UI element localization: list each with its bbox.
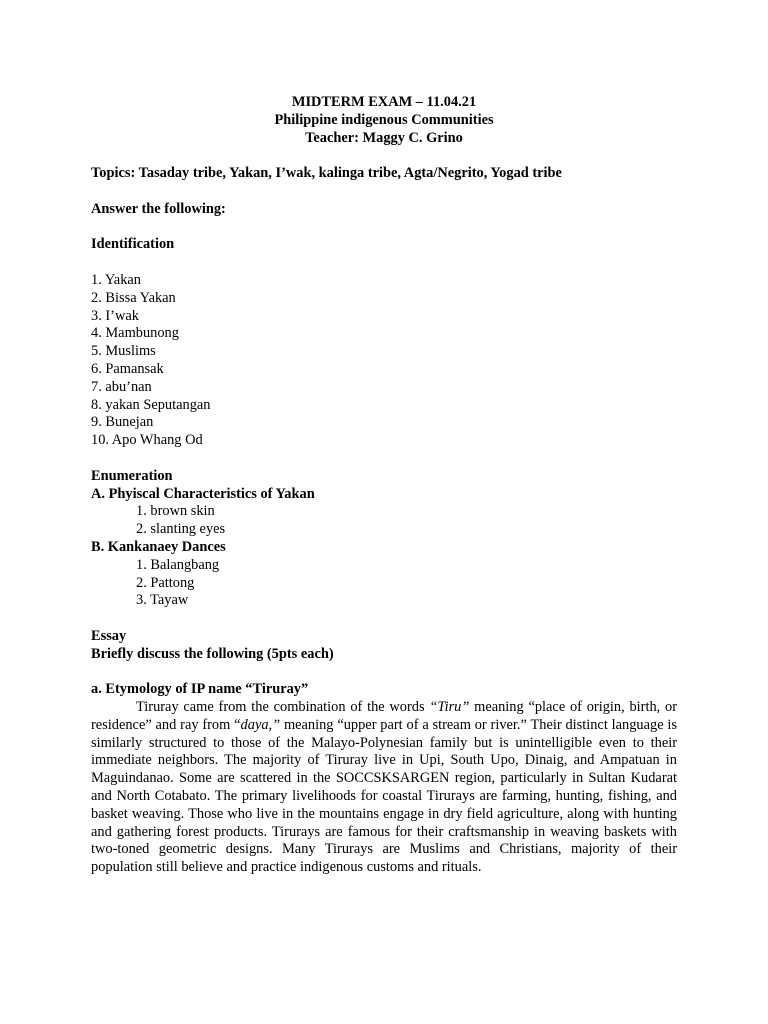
- list-item: 3. Tayaw: [136, 592, 189, 609]
- list-item: 2. Pattong: [136, 574, 195, 591]
- list-item: 9. Bunejan: [91, 414, 154, 431]
- list-item: 1. Yakan: [91, 271, 141, 288]
- essay-heading: Essay: [91, 627, 127, 644]
- identification-list: [91, 272, 677, 450]
- list-item: 4. Mambunong: [91, 325, 179, 342]
- list-item: 2. slanting eyes: [136, 521, 226, 538]
- exam-title: MIDTERM EXAM – 11.04.21: [291, 94, 477, 110]
- topics-line: Topics: Tasaday tribe, Yakan, I’wak, kalinga tribe, Agta/Negrito, Yogad tribe: [91, 165, 562, 182]
- answer-text: Tiruray came from the combination of the words: [136, 699, 430, 716]
- list-item: 1. brown skin: [136, 503, 215, 520]
- list-item: 8. yakan Seputangan: [91, 396, 211, 413]
- instruction-line: Answer the following:: [91, 200, 226, 217]
- answer-italic-term: daya,”: [240, 716, 281, 733]
- exam-subject: Philippine indigenous Communities: [274, 111, 494, 128]
- list-item: 1. Balangbang: [136, 556, 220, 573]
- list-item: 6. Pamansak: [91, 360, 164, 377]
- essay-answer-paragraph: [91, 699, 677, 877]
- list-item: 3. I’wak: [91, 307, 139, 324]
- list-item: 7. abu’nan: [91, 378, 152, 395]
- essay-question-a-heading: a. Etymology of IP name “Tiruray”: [91, 681, 309, 698]
- document-header: [91, 94, 677, 147]
- identification-heading: Identification: [91, 236, 175, 253]
- answer-italic-term: “Tiru”: [429, 699, 470, 716]
- answer-text: meaning “place of origin, birth, or residence” and ray from “: [91, 699, 677, 733]
- list-item: 10. Apo Whang Od: [91, 432, 203, 449]
- exam-teacher: Teacher: Maggy C. Grino: [305, 129, 463, 146]
- enumeration-group-b-heading: B. Kankanaey Dances: [91, 538, 226, 555]
- enumeration-heading: Enumeration: [91, 467, 173, 484]
- enumeration-group-a-heading: A. Phyiscal Characteristics of Yakan: [91, 485, 315, 502]
- list-item: 5. Muslims: [91, 343, 156, 360]
- answer-text: meaning “upper part of a stream or river.” Their distinct language is similarly structured to those of the Malayo-Polynesian family but is unintelligible even to their immediate neighbors. The majority of Tiruray live in Upi, South Upo, Dinaig, and Ampatuan in Maguindanao. Some are scattered in the SOCCSKSARGEN region, particularly in Sultan Kudarat and North Cotabato. The primary livelihoods for coastal Tirurays are farming, hunting, fishing, and basket weaving. Those who live in the mountains engage in dry field agriculture, along with hunting and gathering forest products. Tirurays are famous for their craftsmanship in weaving baskets with two-toned geometric designs. Many Tirurays are Muslims and Christians, majority of their population still believe and practice indigenous customs and rituals.: [91, 716, 678, 876]
- list-item: 2. Bissa Yakan: [91, 289, 176, 306]
- essay-instruction: Briefly discuss the following (5pts each): [91, 645, 334, 662]
